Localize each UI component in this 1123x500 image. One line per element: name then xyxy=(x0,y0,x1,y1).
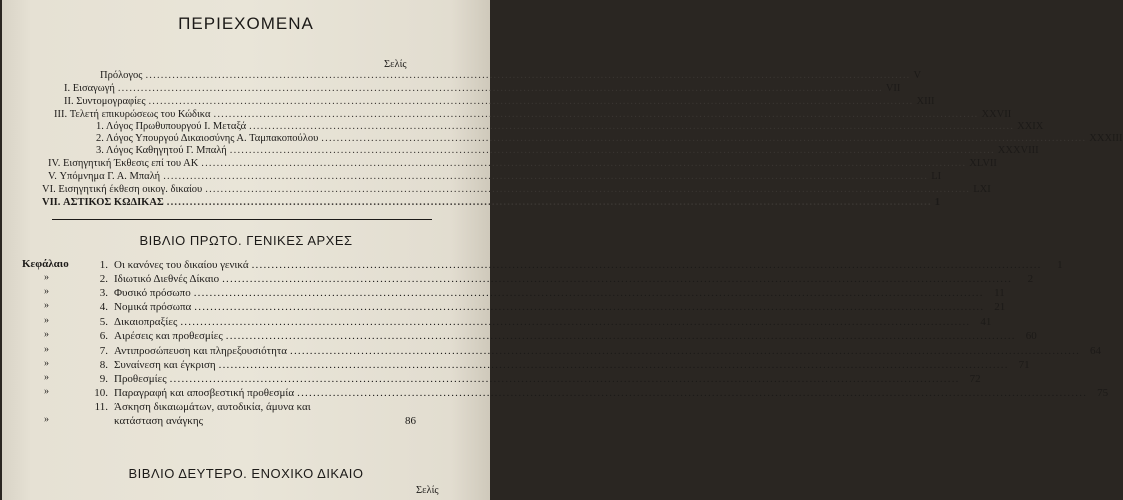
chapter-title: Ιδιωτικό Διεθνές Δίκαιο xyxy=(114,273,220,285)
dot-leader: ........................................................................................................................................................................................................ xyxy=(249,121,1015,132)
contents-entry-label: VI. Εισηγητική έκθεση οικογ. δικαίου xyxy=(42,184,203,195)
dot-leader: ........................................................................................................................................................................................................ xyxy=(218,359,1009,371)
contents-entry-page: XIII xyxy=(916,96,935,107)
chapter-page: 71 xyxy=(1018,359,1030,371)
contents-entry-label: 1. Λόγος Πρωθυπουργού Ι. Μεταξά xyxy=(96,121,247,132)
chapter-page: 2 xyxy=(1027,273,1034,285)
book-page xyxy=(2,0,1123,500)
chapter-page: 72 xyxy=(969,373,981,385)
chapter-title: Νομικά πρόσωπα xyxy=(114,301,192,313)
contents-entry-label: V. Υπόμνημα Γ. Α. Μπαλή xyxy=(48,171,161,182)
page-title: ΠΕΡΙΕΧΟΜΕΝΑ xyxy=(178,14,314,33)
chapter-title: Προθεσμίες xyxy=(114,373,167,385)
contents-entry-label: IV. Εισηγητική Έκθεσις επί του ΑΚ xyxy=(48,158,199,169)
dot-leader: ........................................................................................................................................................................................................ xyxy=(213,109,979,120)
dot-leader: ........................................................................................................................................................................................................ xyxy=(297,387,1088,399)
contents-entry xyxy=(42,196,941,209)
dot-leader: ........................................................................................................................................................................................................ xyxy=(145,70,911,81)
dot-leader: ........................................................................................................................................................................................................ xyxy=(169,373,960,385)
ditto-mark: » xyxy=(44,329,49,340)
chapter-entry xyxy=(90,344,1102,358)
dot-leader: ........................................................................................................................................................................................................ xyxy=(222,273,1013,285)
chapter-11-line2 xyxy=(114,414,416,428)
contents-entry-page: VII xyxy=(885,83,901,94)
chapter-entry xyxy=(90,315,992,329)
contents-entry-page: XLVII xyxy=(969,158,997,169)
chapter-11-line1 xyxy=(90,400,311,414)
contents-entry-page: 1 xyxy=(934,197,941,208)
book2-title: ΒΙΒΛΙΟ ΔΕΥΤΕΡΟ. ΕΝΟΧΙΚΟ ΔΙΚΑΙΟ xyxy=(128,466,364,481)
chapter-number: 8. xyxy=(99,359,108,371)
ditto-mark: » xyxy=(44,272,49,283)
chapter-entry xyxy=(90,372,981,386)
ditto-mark: » xyxy=(44,315,49,326)
contents-entry-page: XXXVIII xyxy=(997,145,1039,156)
dot-leader: ........................................................................................................................................................................................................ xyxy=(229,145,995,156)
chapter-number: 10. xyxy=(94,387,108,399)
contents-entry xyxy=(48,157,997,170)
ditto-mark-11: » xyxy=(44,414,49,425)
chapter-page: 64 xyxy=(1090,345,1102,357)
chapter-title: Φυσικό πρόσωπο xyxy=(114,287,191,299)
book1-title: ΒΙΒΛΙΟ ΠΡΩΤΟ. ΓΕΝΙΚΕΣ ΑΡΧΕΣ xyxy=(139,233,353,248)
book2-page-header: Σελίς xyxy=(416,485,439,496)
dot-leader: ........................................................................................................................................................................................................ xyxy=(180,316,971,328)
dot-leader: ........................................................................................................................................................................................................ xyxy=(321,133,1087,144)
dot-leader: ........................................................................................................................................................................................................ xyxy=(163,171,929,182)
contents-entry-label: II. Συντομογραφίες xyxy=(64,96,146,107)
chapter-entry xyxy=(90,358,1030,372)
ditto-mark: » xyxy=(44,286,49,297)
dot-leader: ........................................................................................................................................................................................................ xyxy=(194,301,985,313)
chapter-label: Κεφάλαιο xyxy=(22,258,69,270)
dot-leader: ........................................................................................................................................................................................................ xyxy=(193,287,984,299)
chapter-title: Οι κανόνες του δικαίου γενικά xyxy=(114,259,249,271)
contents-entry-label: III. Τελετή επικυρώσεως του Κώδικα xyxy=(54,109,211,120)
dot-leader: ........................................................................................................................................................................................................ xyxy=(117,83,883,94)
ditto-mark: » xyxy=(44,358,49,369)
chapter-entry xyxy=(90,300,1006,314)
chapter-title: Δικαιοπραξίες xyxy=(114,316,178,328)
ditto-mark: » xyxy=(44,300,49,311)
chapter-page: 11 xyxy=(994,287,1005,299)
dot-leader: ........................................................................................................................................................................................................ xyxy=(290,345,1081,357)
chapter-11-page: 86 xyxy=(405,415,416,427)
ditto-mark: » xyxy=(44,372,49,383)
contents-entry xyxy=(64,82,901,95)
chapter-title: Παραγραφή και αποσβεστική προθεσμία xyxy=(114,387,295,399)
contents-entry-page: XXXIII xyxy=(1089,133,1123,144)
contents-entry-page: LI xyxy=(931,171,942,182)
contents-entry xyxy=(100,69,922,82)
chapter-number: 7. xyxy=(99,345,108,357)
chapter-page: 75 xyxy=(1097,387,1109,399)
chapter-page: 41 xyxy=(980,316,992,328)
contents-entry xyxy=(48,170,942,183)
chapter-page: 60 xyxy=(1025,330,1037,342)
contents-entry-page: XXVII xyxy=(981,109,1012,120)
page-column-header: Σελίς xyxy=(384,59,407,70)
contents-entry xyxy=(64,95,935,108)
chapter-number: 4. xyxy=(99,301,108,313)
contents-entry-label: 2. Λόγος Υπουργού Δικαιοσύνης Α. Ταμπακοπούλου xyxy=(96,133,319,144)
chapter-entry xyxy=(90,386,1109,400)
contents-entry-label: 3. Λόγος Καθηγητού Γ. Μπαλή xyxy=(96,145,227,156)
contents-entry-page: V xyxy=(913,70,922,81)
chapter-11-text-line1: Άσκηση δικαιωμάτων, αυτοδικία, άμυνα και xyxy=(114,401,311,413)
section-divider xyxy=(52,219,432,220)
contents-entry-label: Πρόλογος xyxy=(100,70,143,81)
chapter-entry xyxy=(90,286,1005,300)
chapter-number: 3. xyxy=(99,287,108,299)
chapter-number: 1. xyxy=(99,259,108,271)
chapter-number: 5. xyxy=(99,316,108,328)
ditto-mark: » xyxy=(44,386,49,397)
chapter-number: 9. xyxy=(99,373,108,385)
contents-entry-page: LXI xyxy=(973,184,991,195)
chapter-entry xyxy=(90,329,1037,343)
ditto-mark: » xyxy=(44,344,49,355)
chapter-page: 1 xyxy=(1057,259,1063,271)
contents-entry xyxy=(42,183,991,196)
chapter-entry xyxy=(90,258,1063,272)
contents-entry-label: I. Εισαγωγή xyxy=(64,83,115,94)
chapter-number: 6. xyxy=(99,330,108,342)
chapter-entry xyxy=(90,272,1034,286)
dot-leader: ........................................................................................................................................................................................................ xyxy=(166,197,932,208)
dot-leader: ........................................................................................................................................................................................................ xyxy=(148,96,914,107)
dot-leader: ........................................................................................................................................................................................................ xyxy=(251,259,1042,271)
contents-entry-page: XXIX xyxy=(1017,121,1044,132)
chapter-title: Αιρέσεις και προθεσμίες xyxy=(114,330,223,342)
dot-leader: ........................................................................................................................................................................................................ xyxy=(201,158,967,169)
dot-leader: ........................................................................................................................................................................................................ xyxy=(205,184,971,195)
contents-entry-label: VII. ΑΣΤΙΚΟΣ ΚΩΔΙΚΑΣ xyxy=(42,197,164,208)
chapter-page: 21 xyxy=(994,301,1006,313)
dot-leader: ........................................................................................................................................................................................................ xyxy=(225,330,1016,342)
chapter-title: Συναίνεση και έγκριση xyxy=(114,359,216,371)
chapter-11-text-line2: κατάσταση ανάγκης xyxy=(114,415,203,427)
chapter-11-number: 11. xyxy=(94,401,108,413)
contents-entry xyxy=(96,144,1039,157)
chapter-title: Αντιπροσώπευση και πληρεξουσιότητα xyxy=(114,345,288,357)
chapter-number: 2. xyxy=(99,273,108,285)
